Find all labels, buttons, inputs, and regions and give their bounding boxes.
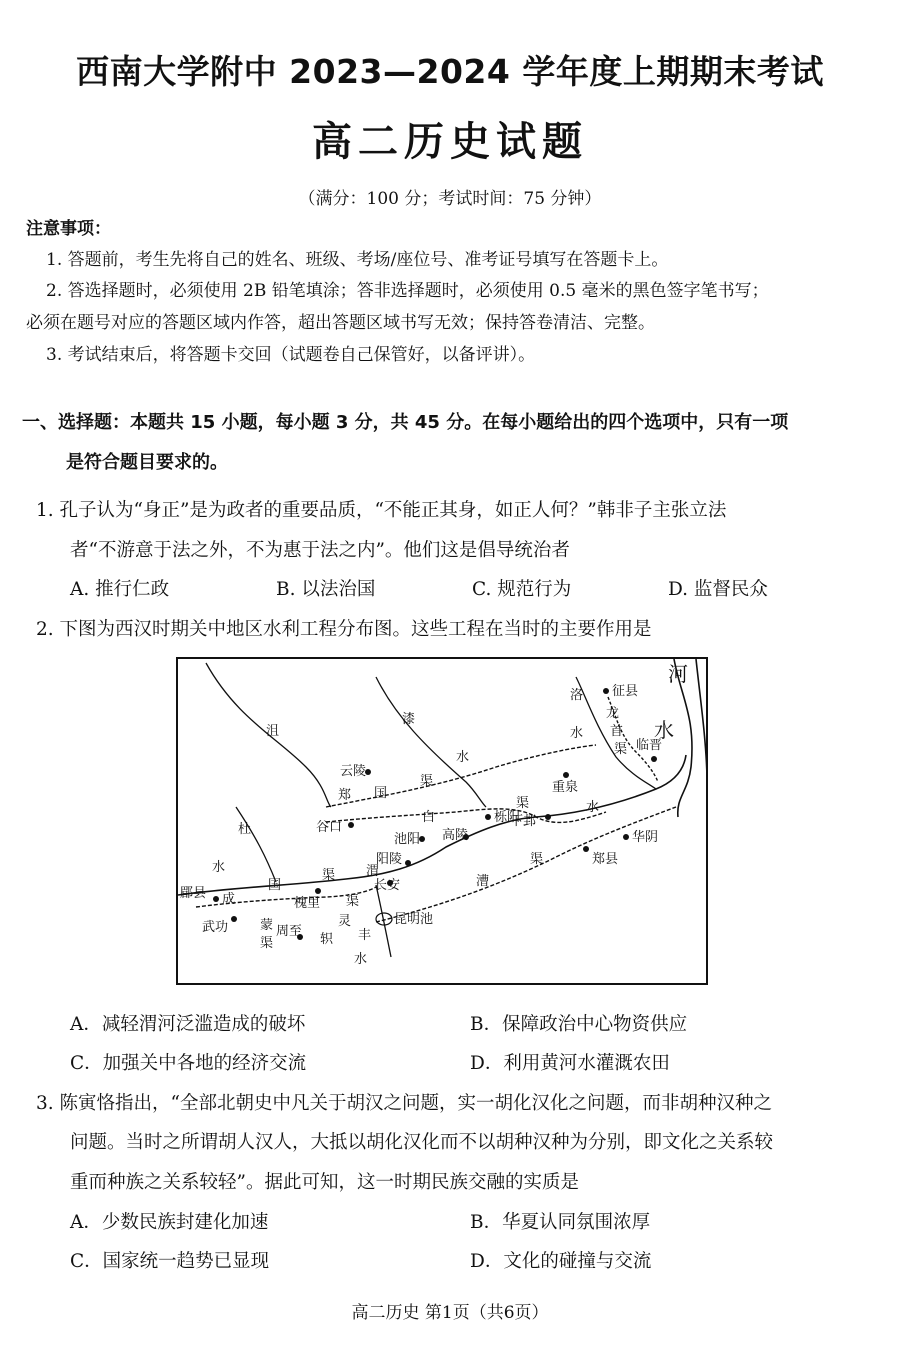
- q2-option-b: B．保障政治中心物资供应: [470, 1014, 688, 1035]
- q3-stem-line-1: 3. 陈寅恪指出，“全部北朝史中凡关于胡汉之问题，实一胡化汉化之问题，而非胡种汉种之: [36, 1093, 772, 1114]
- map-label-zheng-ch: 郑: [338, 788, 352, 803]
- map-label-shui-wei: 水: [586, 800, 600, 815]
- map-label-xiagui: 下邽: [510, 814, 537, 829]
- q2-option-c: C．加强关中各地的经济交流: [70, 1053, 307, 1074]
- map-label-qi: 漆: [402, 712, 416, 727]
- map-label-feng: 丰: [358, 928, 372, 943]
- q1-stem-line-1: 1. 孔子认为“身正”是为政者的重要品质，“不能正其身，如正人何？”韩非子主张立法: [36, 500, 727, 521]
- q2-option-a: A．减轻渭河泛滥造成的破坏: [70, 1014, 306, 1035]
- notice-item-2-line-2: 必须在题号对应的答题区域内作答，超出答题区域书写无效；保持答卷清洁、完整。: [26, 313, 655, 333]
- map-label-shui-luo: 水: [570, 726, 584, 741]
- map-label-qu-m: 渠: [260, 936, 274, 951]
- map-label-luo: 洛: [570, 688, 584, 703]
- q3-option-d: D．文化的碰撞与交流: [470, 1251, 652, 1272]
- map-label-qu-cg: 渠: [322, 868, 336, 883]
- map-label-liyang: 栎阳: [494, 810, 521, 825]
- map-label-qu-ls: 渠: [614, 742, 628, 757]
- map-label-guo-2: 国: [268, 878, 282, 893]
- map-label-he: 河: [668, 662, 688, 686]
- map-label-kunmingchi: 昆明池: [394, 912, 434, 927]
- map-label-wei-2: 漕: [476, 874, 490, 889]
- notice-item-1: 1. 答题前，考生先将自己的姓名、班级、考场/座位号、准考证号填写在答题卡上。: [46, 250, 669, 270]
- map-label-qu-zg: 渠: [420, 774, 434, 789]
- map-label-shui-big: 水: [654, 718, 674, 742]
- town-dot-chongquan: [563, 772, 569, 778]
- map-label-qu-l: 轵: [320, 932, 334, 947]
- map-label-gaoling: 高陵: [442, 828, 469, 843]
- map-label-ling: 灵: [338, 914, 352, 929]
- score-info: （满分：100 分；考试时间：75 分钟）: [298, 189, 602, 209]
- q3-stem-line-2: 问题。当时之所谓胡人汉人，大抵以胡化汉化而不以胡种汉种为分别，即文化之关系较: [70, 1132, 774, 1153]
- map-label-shui-feng: 水: [354, 952, 368, 967]
- map-label-zhouzhi: 周至: [276, 924, 303, 939]
- page-footer: 高二历史 第1页（共6页）: [351, 1303, 549, 1323]
- map-label-huaili: 槐里: [294, 896, 321, 911]
- q1-option-a: A. 推行仁政: [70, 579, 170, 600]
- q3-option-c: C．国家统一趋势已显现: [70, 1251, 270, 1272]
- q3-option-a: A．少数民族封建化加速: [70, 1212, 269, 1233]
- map-label-shui-cheng: 水: [212, 860, 226, 875]
- map-label-long: 龙: [606, 706, 620, 721]
- town-dot-gukou: [348, 822, 354, 828]
- town-dot-wugong: [231, 916, 237, 922]
- map-label-ju: 沮: [266, 724, 280, 739]
- map-label-yunling: 云陵: [340, 764, 367, 779]
- town-dot-zhengxian: [583, 846, 589, 852]
- town-dot-yangling: [405, 860, 411, 866]
- map-label-bai: 白: [422, 810, 436, 825]
- town-dot-liyang: [485, 814, 491, 820]
- q1-option-b: B. 以法治国: [276, 579, 376, 600]
- map-label-changan: 长安: [374, 878, 401, 893]
- map-label-wugong: 武功: [202, 920, 229, 935]
- map-label-chongquan: 重泉: [552, 780, 579, 795]
- q3-option-b: B．华夏认同氛围浓厚: [470, 1212, 651, 1233]
- map-label-wei: 渭: [366, 864, 380, 879]
- notice-heading: 注意事项：: [26, 219, 111, 239]
- section-heading-line-1: 一、选择题：本题共 15 小题，每小题 3 分，共 45 分。在每小题给出的四个选项中，只有一项: [22, 412, 789, 433]
- q1-stem-line-2: 者“不游意于法之外，不为惠于法之内”。他们这是倡导统治者: [70, 540, 570, 561]
- irrigation-map-svg: [176, 657, 708, 985]
- map-label-guo-ch: 国: [374, 786, 388, 801]
- q3-stem-line-3: 重而种族之关系较轻”。据此可知，这一时期民族交融的实质是: [70, 1172, 579, 1193]
- map-label-gukou: 谷口: [316, 820, 343, 835]
- irrigation-map: [176, 657, 708, 985]
- map-label-shui-1: 水: [456, 750, 470, 765]
- town-dot-zheng: [603, 688, 609, 694]
- town-dot-huayin: [623, 834, 629, 840]
- town-dot-xiagui: [545, 814, 551, 820]
- q2-option-d: D．利用黄河水灌溉农田: [470, 1053, 670, 1074]
- town-dot-linjin: [651, 756, 657, 762]
- notice-item-3: 3. 考试结束后，将答题卡交回（试题卷自己保管好，以备评讲）。: [46, 345, 536, 365]
- q1-option-c: C. 规范行为: [472, 579, 572, 600]
- map-label-shou: 首: [610, 724, 624, 739]
- map-label-huayin: 华阴: [632, 830, 659, 845]
- map-label-qu-cao: 渠: [346, 894, 360, 909]
- town-dot-huaili: [315, 888, 321, 894]
- q1-option-d: D. 监督民众: [668, 579, 768, 600]
- map-label-qu-w: 渠: [530, 852, 544, 867]
- map-label-chiyang: 池阳: [394, 832, 421, 847]
- section-heading-line-2: 是符合题目要求的。: [66, 452, 228, 473]
- exam-title: 西南大学附中 2023—2024 学年度上期期末考试: [76, 52, 824, 91]
- map-label-meng: 蒙: [260, 918, 274, 933]
- exam-subtitle: 高二历史试题: [312, 119, 588, 165]
- map-label-qu-bai: 渠: [516, 796, 530, 811]
- map-label-zhengxian: 郑县: [592, 852, 619, 867]
- map-label-cheng: 成: [222, 892, 236, 907]
- map-label-linjin: 临晋: [636, 738, 663, 753]
- map-label-zheng: 征县: [612, 684, 639, 699]
- notice-item-2-line-1: 2. 答选择题时，必须使用 2B 铅笔填涂；答非选择题时，必须使用 0.5 毫米的黑色签字笔书写；: [46, 281, 769, 301]
- map-frame: [177, 658, 707, 984]
- q2-stem: 2. 下图为西汉时期关中地区水利工程分布图。这些工程在当时的主要作用是: [36, 619, 652, 640]
- town-dot-meixian: [213, 896, 219, 902]
- map-label-du: 杜: [238, 822, 252, 837]
- map-label-meixian: 郿县: [180, 886, 207, 901]
- map-label-yangling: 阳陵: [376, 852, 403, 867]
